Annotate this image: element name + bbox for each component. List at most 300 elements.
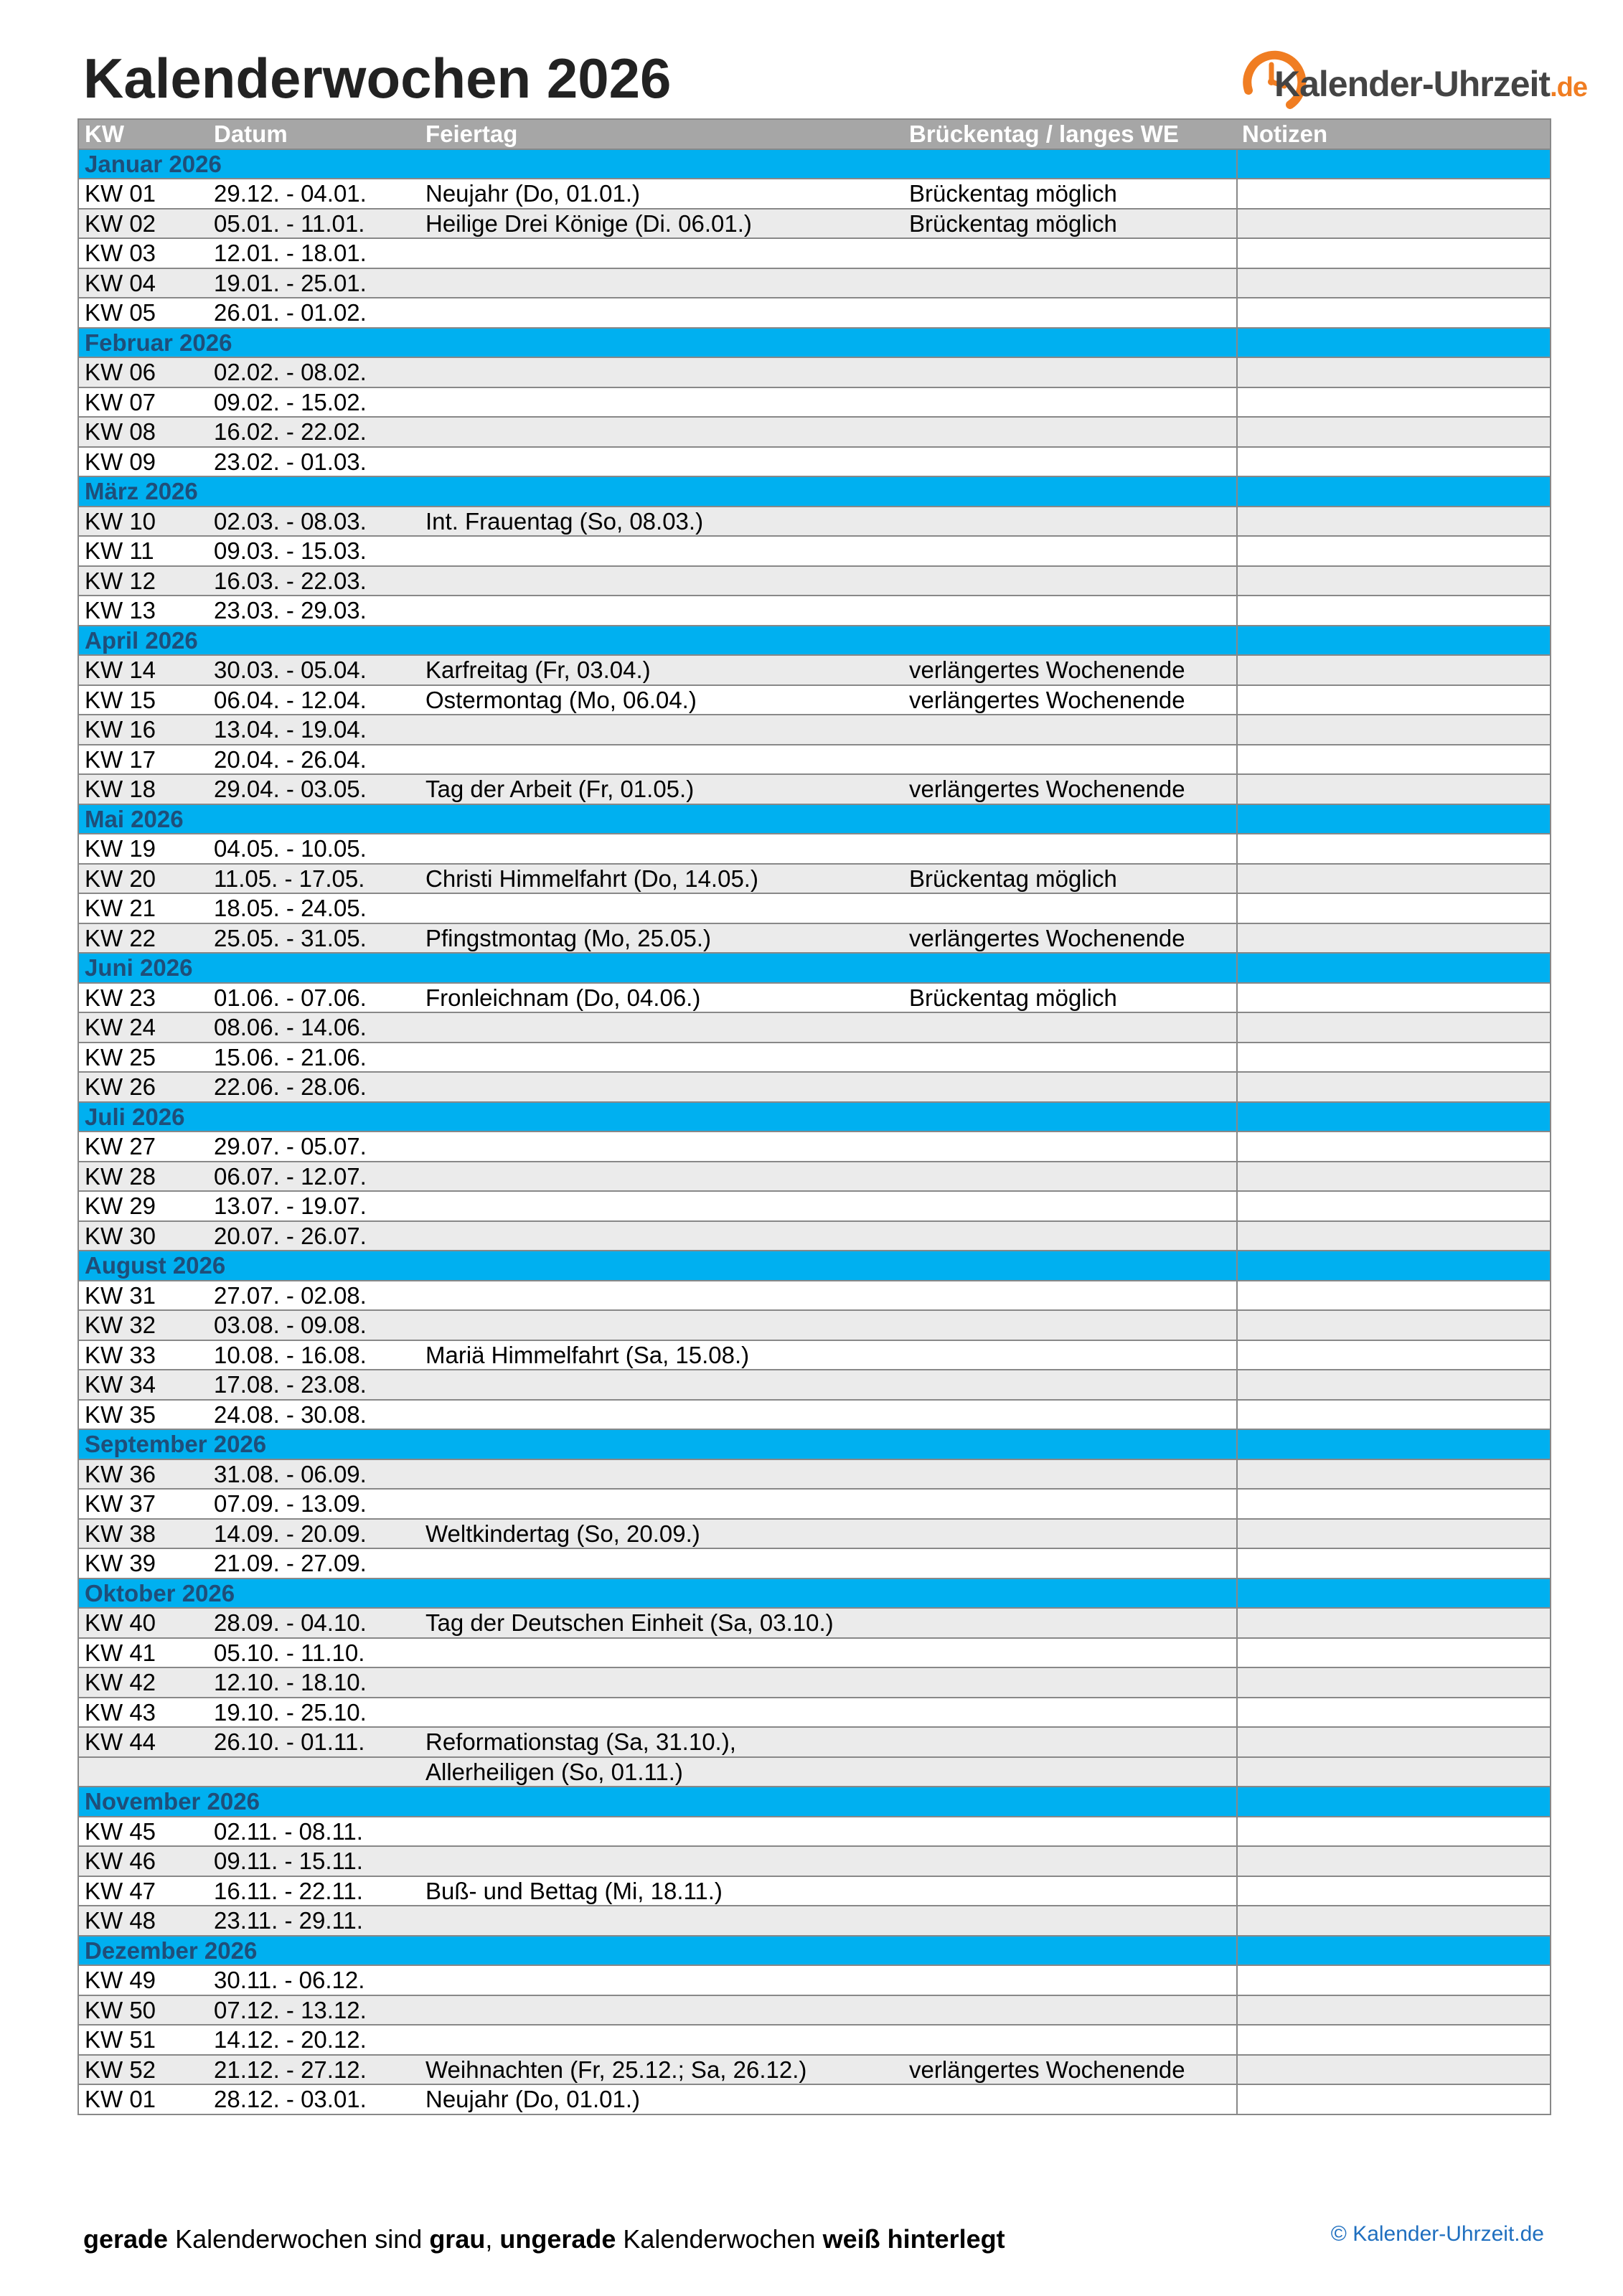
week-date-range: 30.03. - 05.04. bbox=[214, 657, 367, 684]
week-number: KW 16 bbox=[85, 716, 156, 743]
week-number: KW 48 bbox=[85, 1907, 156, 1934]
notes-cell[interactable] bbox=[1236, 1817, 1550, 1846]
notes-cell[interactable] bbox=[1236, 1043, 1550, 1072]
footer-note-part: Kalenderwochen bbox=[616, 2224, 823, 2254]
week-number: KW 03 bbox=[85, 240, 156, 267]
week-number: KW 14 bbox=[85, 657, 156, 684]
bridge-day-cell bbox=[903, 567, 1236, 596]
week-number: KW 30 bbox=[85, 1222, 156, 1249]
week-date-range: 02.02. - 08.02. bbox=[214, 359, 367, 386]
month-name: April 2026 bbox=[85, 626, 198, 654]
week-row bbox=[79, 418, 1550, 448]
week-date-range: 16.11. - 22.11. bbox=[214, 1877, 363, 1904]
logo[interactable] bbox=[1234, 40, 1587, 116]
week-number: KW 23 bbox=[85, 984, 156, 1011]
bridge-day-cell bbox=[903, 388, 1236, 417]
holiday-cell bbox=[420, 834, 903, 863]
notes-cell[interactable] bbox=[1236, 1401, 1550, 1429]
week-date-range: 13.07. - 19.07. bbox=[214, 1192, 367, 1220]
week-date-range: 23.11. - 29.11. bbox=[214, 1907, 363, 1934]
bridge-day-cell bbox=[903, 1490, 1236, 1518]
holiday-cell bbox=[420, 894, 903, 923]
holiday-cell: Neujahr (Do, 01.01.) bbox=[425, 2086, 640, 2113]
week-number: KW 07 bbox=[85, 388, 156, 415]
week-date-range: 03.08. - 09.08. bbox=[214, 1312, 367, 1339]
bridge-day-cell bbox=[903, 418, 1236, 446]
week-row bbox=[79, 1281, 1550, 1312]
holiday-cell: Pfingstmontag (Mo, 25.05.) bbox=[425, 924, 712, 951]
logo-name: Kalender-Uhrzeit bbox=[1274, 64, 1551, 104]
bridge-day-cell bbox=[903, 1370, 1236, 1399]
week-number: KW 12 bbox=[85, 567, 156, 594]
week-date-range: 11.05. - 17.05. bbox=[214, 865, 365, 892]
holiday-cell bbox=[420, 1073, 903, 1101]
notes-cell[interactable] bbox=[1236, 865, 1550, 893]
notes-cell[interactable] bbox=[1236, 1490, 1550, 1518]
notes-cell[interactable] bbox=[1236, 1728, 1550, 1756]
week-number bbox=[79, 1758, 208, 1787]
week-date-range: 05.10. - 11.10. bbox=[214, 1639, 365, 1666]
notes-cell[interactable] bbox=[1236, 2026, 1550, 2054]
holiday-cell bbox=[420, 537, 903, 565]
notes-cell[interactable] bbox=[1236, 1966, 1550, 1995]
bridge-day-cell bbox=[903, 1013, 1236, 1042]
bridge-day-cell bbox=[903, 1996, 1236, 2025]
week-row bbox=[79, 715, 1550, 745]
bridge-day-cell bbox=[903, 1966, 1236, 1995]
col-kw-header: KW bbox=[85, 121, 124, 148]
week-number: KW 25 bbox=[85, 1043, 156, 1071]
notes-cell[interactable] bbox=[1236, 1520, 1550, 1548]
holiday-cell bbox=[420, 596, 903, 625]
bridge-day-cell bbox=[903, 269, 1236, 298]
week-row bbox=[79, 745, 1550, 776]
footer-note-part: weiß hinterlegt bbox=[822, 2224, 1005, 2254]
holiday-cell bbox=[420, 269, 903, 298]
notes-cell[interactable] bbox=[1236, 2085, 1550, 2114]
week-date-range: 12.10. - 18.10. bbox=[214, 1669, 367, 1696]
month-name: November 2026 bbox=[85, 1788, 260, 1815]
holiday-cell: Heilige Drei Könige (Di. 06.01.) bbox=[425, 210, 752, 237]
week-row bbox=[79, 179, 1550, 210]
bridge-day-cell bbox=[903, 1906, 1236, 1935]
bridge-day-cell bbox=[903, 715, 1236, 744]
bridge-day-cell bbox=[903, 596, 1236, 625]
notes-cell[interactable] bbox=[1236, 1281, 1550, 1310]
month-header-row bbox=[79, 477, 1550, 507]
week-number: KW 38 bbox=[85, 1520, 156, 1547]
notes-cell[interactable] bbox=[1236, 1996, 1550, 2025]
week-row bbox=[79, 1401, 1550, 1431]
month-name: März 2026 bbox=[85, 478, 198, 505]
notes-cell[interactable] bbox=[1236, 984, 1550, 1012]
week-number: KW 21 bbox=[85, 895, 156, 922]
bridge-day-cell bbox=[903, 1817, 1236, 1846]
week-row bbox=[79, 1460, 1550, 1490]
week-row bbox=[79, 537, 1550, 567]
notes-cell[interactable] bbox=[1236, 1906, 1550, 1935]
month-header-row bbox=[79, 1251, 1550, 1281]
notes-cell[interactable] bbox=[1236, 388, 1550, 417]
notes-cell[interactable] bbox=[1236, 269, 1550, 298]
notes-cell[interactable] bbox=[1236, 1639, 1550, 1667]
week-date-range: 26.10. - 01.11. bbox=[214, 1728, 365, 1756]
notes-cell[interactable] bbox=[1236, 298, 1550, 327]
week-row bbox=[79, 210, 1550, 240]
notes-cell[interactable] bbox=[1236, 418, 1550, 446]
notes-cell[interactable] bbox=[1236, 924, 1550, 953]
bridge-day-cell bbox=[903, 1311, 1236, 1340]
holiday-cell bbox=[420, 1401, 903, 1429]
week-row bbox=[79, 1341, 1550, 1371]
week-number: KW 17 bbox=[85, 745, 156, 773]
week-date-range: 16.02. - 22.02. bbox=[214, 418, 367, 446]
week-date-range: 29.07. - 05.07. bbox=[214, 1133, 367, 1160]
bridge-day-cell: verlängertes Wochenende bbox=[909, 686, 1185, 713]
week-row bbox=[79, 388, 1550, 418]
notes-cell[interactable] bbox=[1236, 1549, 1550, 1578]
month-notes-cell bbox=[1236, 1103, 1550, 1131]
week-number: KW 51 bbox=[85, 2026, 156, 2053]
notes-cell[interactable] bbox=[1236, 656, 1550, 684]
bridge-day-cell bbox=[903, 1520, 1236, 1548]
holiday-cell bbox=[420, 1460, 903, 1489]
bridge-day-cell bbox=[903, 298, 1236, 327]
notes-cell[interactable] bbox=[1236, 1073, 1550, 1101]
week-number: KW 29 bbox=[85, 1192, 156, 1220]
notes-cell[interactable] bbox=[1236, 1192, 1550, 1220]
week-number: KW 10 bbox=[85, 507, 156, 535]
month-notes-cell bbox=[1236, 329, 1550, 357]
week-date-range bbox=[208, 1758, 420, 1787]
week-date-range: 19.01. - 25.01. bbox=[214, 269, 367, 296]
notes-cell[interactable] bbox=[1236, 1162, 1550, 1191]
notes-cell[interactable] bbox=[1236, 745, 1550, 774]
week-date-range: 17.08. - 23.08. bbox=[214, 1371, 367, 1398]
col-bridge-header: Brückentag / langes WE bbox=[909, 121, 1179, 148]
week-date-range: 15.06. - 21.06. bbox=[214, 1043, 367, 1071]
footer-note-part: , bbox=[485, 2224, 500, 2254]
bridge-day-cell: Brückentag möglich bbox=[909, 984, 1117, 1011]
notes-cell[interactable] bbox=[1236, 179, 1550, 208]
holiday-cell bbox=[420, 1698, 903, 1727]
week-date-range: 09.03. - 15.03. bbox=[214, 537, 367, 565]
notes-cell[interactable] bbox=[1236, 210, 1550, 238]
week-date-range: 29.04. - 03.05. bbox=[214, 776, 367, 803]
notes-cell[interactable] bbox=[1236, 1698, 1550, 1727]
holiday-cell bbox=[420, 1370, 903, 1399]
week-number: KW 04 bbox=[85, 269, 156, 296]
holiday-cell: Buß- und Bettag (Mi, 18.11.) bbox=[425, 1877, 723, 1904]
notes-cell[interactable] bbox=[1236, 1877, 1550, 1906]
holiday-cell bbox=[420, 1132, 903, 1161]
bridge-day-cell bbox=[903, 1222, 1236, 1251]
holiday-cell: Fronleichnam (Do, 04.06.) bbox=[425, 984, 701, 1011]
week-number: KW 46 bbox=[85, 1848, 156, 1875]
bridge-day-cell bbox=[903, 1281, 1236, 1310]
week-date-range: 28.09. - 04.10. bbox=[214, 1609, 367, 1637]
week-number: KW 50 bbox=[85, 1996, 156, 2023]
notes-cell[interactable] bbox=[1236, 1668, 1550, 1697]
week-row bbox=[79, 1758, 1550, 1788]
notes-cell[interactable] bbox=[1236, 686, 1550, 715]
month-notes-cell bbox=[1236, 1937, 1550, 1965]
month-header-row bbox=[79, 1787, 1550, 1817]
week-row bbox=[79, 1013, 1550, 1043]
week-row bbox=[79, 1817, 1550, 1848]
month-header-row bbox=[79, 1579, 1550, 1609]
month-notes-cell bbox=[1236, 477, 1550, 506]
week-date-range: 18.05. - 24.05. bbox=[214, 895, 367, 922]
week-date-range: 19.10. - 25.10. bbox=[214, 1698, 367, 1726]
week-number: KW 05 bbox=[85, 299, 156, 326]
bridge-day-cell bbox=[903, 537, 1236, 565]
month-name: September 2026 bbox=[85, 1431, 267, 1458]
week-row bbox=[79, 1698, 1550, 1728]
bridge-day-cell bbox=[903, 2085, 1236, 2114]
bridge-day-cell bbox=[903, 1341, 1236, 1370]
bridge-day-cell: Brückentag möglich bbox=[909, 865, 1117, 892]
notes-cell[interactable] bbox=[1236, 1370, 1550, 1399]
month-header-row bbox=[79, 1103, 1550, 1133]
holiday-cell bbox=[420, 1966, 903, 1995]
week-number: KW 43 bbox=[85, 1698, 156, 1726]
bridge-day-cell bbox=[903, 507, 1236, 536]
notes-cell[interactable] bbox=[1236, 834, 1550, 863]
page-title: Kalenderwochen 2026 bbox=[83, 47, 672, 110]
week-date-range: 29.12. - 04.01. bbox=[214, 180, 367, 207]
week-date-range: 21.12. - 27.12. bbox=[214, 2056, 367, 2083]
bridge-day-cell bbox=[903, 1043, 1236, 1072]
notes-cell[interactable] bbox=[1236, 1460, 1550, 1489]
notes-cell[interactable] bbox=[1236, 567, 1550, 596]
week-row bbox=[79, 1877, 1550, 1907]
footer-note bbox=[83, 2224, 1005, 2254]
calendar-table bbox=[77, 118, 1551, 2115]
week-number: KW 26 bbox=[85, 1073, 156, 1101]
week-number: KW 45 bbox=[85, 1817, 156, 1845]
notes-cell[interactable] bbox=[1236, 448, 1550, 476]
week-number: KW 06 bbox=[85, 359, 156, 386]
bridge-day-cell: verlängertes Wochenende bbox=[909, 657, 1185, 684]
holiday-cell bbox=[420, 358, 903, 387]
bridge-day-cell bbox=[903, 1073, 1236, 1101]
week-row bbox=[79, 1728, 1550, 1758]
month-header-row bbox=[79, 329, 1550, 359]
bridge-day-cell bbox=[903, 1192, 1236, 1220]
holiday-cell: Mariä Himmelfahrt (Sa, 15.08.) bbox=[425, 1341, 750, 1368]
week-number: KW 13 bbox=[85, 597, 156, 624]
month-name: Juli 2026 bbox=[85, 1103, 185, 1130]
bridge-day-cell bbox=[903, 1609, 1236, 1637]
month-notes-cell bbox=[1236, 1430, 1550, 1459]
week-number: KW 28 bbox=[85, 1162, 156, 1190]
week-row bbox=[79, 775, 1550, 805]
holiday-cell: Christi Himmelfahrt (Do, 14.05.) bbox=[425, 865, 758, 892]
notes-cell[interactable] bbox=[1236, 537, 1550, 565]
notes-cell[interactable] bbox=[1236, 715, 1550, 744]
notes-cell[interactable] bbox=[1236, 1013, 1550, 1042]
holiday-cell bbox=[420, 715, 903, 744]
week-row bbox=[79, 1549, 1550, 1579]
holiday-cell bbox=[420, 1222, 903, 1251]
week-date-range: 13.04. - 19.04. bbox=[214, 716, 367, 743]
week-row bbox=[79, 834, 1550, 865]
week-row bbox=[79, 656, 1550, 686]
notes-cell[interactable] bbox=[1236, 894, 1550, 923]
notes-cell[interactable] bbox=[1236, 239, 1550, 268]
week-number: KW 01 bbox=[85, 180, 156, 207]
holiday-cell bbox=[420, 1906, 903, 1935]
week-row bbox=[79, 358, 1550, 388]
week-row bbox=[79, 1639, 1550, 1669]
week-date-range: 09.02. - 15.02. bbox=[214, 388, 367, 415]
week-number: KW 40 bbox=[85, 1609, 156, 1637]
week-date-range: 27.07. - 02.08. bbox=[214, 1281, 367, 1309]
holiday-cell bbox=[420, 1996, 903, 2025]
week-row bbox=[79, 1043, 1550, 1073]
logo-tld: .de bbox=[1550, 72, 1587, 103]
week-date-range: 14.12. - 20.12. bbox=[214, 2026, 367, 2053]
notes-cell[interactable] bbox=[1236, 1222, 1550, 1251]
holiday-cell bbox=[420, 388, 903, 417]
week-number: KW 22 bbox=[85, 924, 156, 951]
week-row bbox=[79, 1370, 1550, 1401]
notes-cell[interactable] bbox=[1236, 358, 1550, 387]
month-notes-cell bbox=[1236, 954, 1550, 982]
week-row bbox=[79, 1609, 1550, 1639]
month-header-row bbox=[79, 954, 1550, 984]
footer-note-part: ungerade bbox=[499, 2224, 616, 2254]
week-date-range: 30.11. - 06.12. bbox=[214, 1967, 365, 1994]
bridge-day-cell: Brückentag möglich bbox=[909, 210, 1117, 237]
week-date-range: 14.09. - 20.09. bbox=[214, 1520, 367, 1547]
week-row bbox=[79, 269, 1550, 299]
week-date-range: 05.01. - 11.01. bbox=[214, 210, 365, 237]
holiday-cell: Karfreitag (Fr, 03.04.) bbox=[425, 657, 651, 684]
week-row bbox=[79, 298, 1550, 329]
week-date-range: 07.09. - 13.09. bbox=[214, 1490, 367, 1518]
col-notes-header: Notizen bbox=[1242, 121, 1328, 148]
week-number: KW 41 bbox=[85, 1639, 156, 1666]
notes-cell[interactable] bbox=[1236, 1341, 1550, 1370]
bridge-day-cell: verlängertes Wochenende bbox=[909, 2056, 1185, 2083]
notes-cell[interactable] bbox=[1236, 1758, 1550, 1787]
week-date-range: 22.06. - 28.06. bbox=[214, 1073, 367, 1101]
notes-cell[interactable] bbox=[1236, 775, 1550, 804]
holiday-cell bbox=[420, 1013, 903, 1042]
notes-cell[interactable] bbox=[1236, 596, 1550, 625]
bridge-day-cell bbox=[903, 834, 1236, 863]
month-name: Oktober 2026 bbox=[85, 1579, 235, 1606]
holiday-cell: Int. Frauentag (So, 08.03.) bbox=[425, 507, 704, 535]
bridge-day-cell bbox=[903, 1162, 1236, 1191]
holiday-cell bbox=[420, 1847, 903, 1876]
week-row bbox=[79, 1520, 1550, 1550]
week-row bbox=[79, 1490, 1550, 1520]
bridge-day-cell bbox=[903, 1877, 1236, 1906]
week-date-range: 28.12. - 03.01. bbox=[214, 2086, 367, 2113]
week-number: KW 35 bbox=[85, 1401, 156, 1428]
month-name: August 2026 bbox=[85, 1252, 226, 1279]
week-date-range: 16.03. - 22.03. bbox=[214, 567, 367, 594]
week-row bbox=[79, 1222, 1550, 1252]
holiday-cell bbox=[420, 1549, 903, 1578]
notes-cell[interactable] bbox=[1236, 1847, 1550, 1876]
week-number: KW 32 bbox=[85, 1312, 156, 1339]
month-header-row bbox=[79, 150, 1550, 180]
bridge-day-cell bbox=[903, 745, 1236, 774]
bridge-day-cell: verlängertes Wochenende bbox=[909, 776, 1185, 803]
week-row bbox=[79, 448, 1550, 478]
week-date-range: 01.06. - 07.06. bbox=[214, 984, 367, 1011]
week-number: KW 27 bbox=[85, 1133, 156, 1160]
holiday-cell: Neujahr (Do, 01.01.) bbox=[425, 180, 640, 207]
week-row bbox=[79, 865, 1550, 895]
week-number: KW 39 bbox=[85, 1550, 156, 1577]
bridge-day-cell bbox=[903, 1758, 1236, 1787]
week-number: KW 31 bbox=[85, 1281, 156, 1309]
copyright-link[interactable]: © Kalender-Uhrzeit.de bbox=[1330, 2222, 1544, 2246]
week-number: KW 42 bbox=[85, 1669, 156, 1696]
month-name: Mai 2026 bbox=[85, 805, 184, 832]
week-number: KW 44 bbox=[85, 1728, 156, 1756]
week-date-range: 21.09. - 27.09. bbox=[214, 1550, 367, 1577]
col-date-header: Datum bbox=[214, 121, 288, 148]
notes-cell[interactable] bbox=[1236, 507, 1550, 536]
week-number: KW 08 bbox=[85, 418, 156, 446]
bridge-day-cell bbox=[903, 1639, 1236, 1667]
holiday-cell bbox=[420, 1192, 903, 1220]
notes-cell[interactable] bbox=[1236, 1311, 1550, 1340]
week-number: KW 47 bbox=[85, 1877, 156, 1904]
bridge-day-cell bbox=[903, 448, 1236, 476]
week-date-range: 09.11. - 15.11. bbox=[214, 1848, 363, 1875]
holiday-cell bbox=[420, 745, 903, 774]
week-row bbox=[79, 1847, 1550, 1877]
week-date-range: 23.02. - 01.03. bbox=[214, 448, 367, 475]
week-number: KW 24 bbox=[85, 1014, 156, 1041]
notes-cell[interactable] bbox=[1236, 2056, 1550, 2084]
month-notes-cell bbox=[1236, 1579, 1550, 1608]
month-notes-cell bbox=[1236, 1251, 1550, 1280]
bridge-day-cell: Brückentag möglich bbox=[909, 180, 1117, 207]
notes-cell[interactable] bbox=[1236, 1132, 1550, 1161]
week-date-range: 02.11. - 08.11. bbox=[214, 1817, 363, 1845]
bridge-day-cell: verlängertes Wochenende bbox=[909, 924, 1185, 951]
week-number: KW 11 bbox=[85, 537, 154, 565]
week-row bbox=[79, 686, 1550, 716]
bridge-day-cell bbox=[903, 1698, 1236, 1727]
week-row bbox=[79, 1192, 1550, 1222]
bridge-day-cell bbox=[903, 1549, 1236, 1578]
week-row bbox=[79, 984, 1550, 1014]
week-number: KW 49 bbox=[85, 1967, 156, 1994]
footer-note-part: Kalenderwochen sind bbox=[168, 2224, 430, 2254]
month-notes-cell bbox=[1236, 1787, 1550, 1816]
month-name: Dezember 2026 bbox=[85, 1937, 258, 1964]
week-date-range: 24.08. - 30.08. bbox=[214, 1401, 367, 1428]
week-date-range: 31.08. - 06.09. bbox=[214, 1460, 367, 1487]
week-date-range: 08.06. - 14.06. bbox=[214, 1014, 367, 1041]
notes-cell[interactable] bbox=[1236, 1609, 1550, 1637]
bridge-day-cell bbox=[903, 1132, 1236, 1161]
week-row bbox=[79, 894, 1550, 924]
month-notes-cell bbox=[1236, 805, 1550, 834]
holiday-cell bbox=[420, 448, 903, 476]
week-row bbox=[79, 1966, 1550, 1996]
holiday-cell: Allerheiligen (So, 01.11.) bbox=[425, 1758, 683, 1785]
